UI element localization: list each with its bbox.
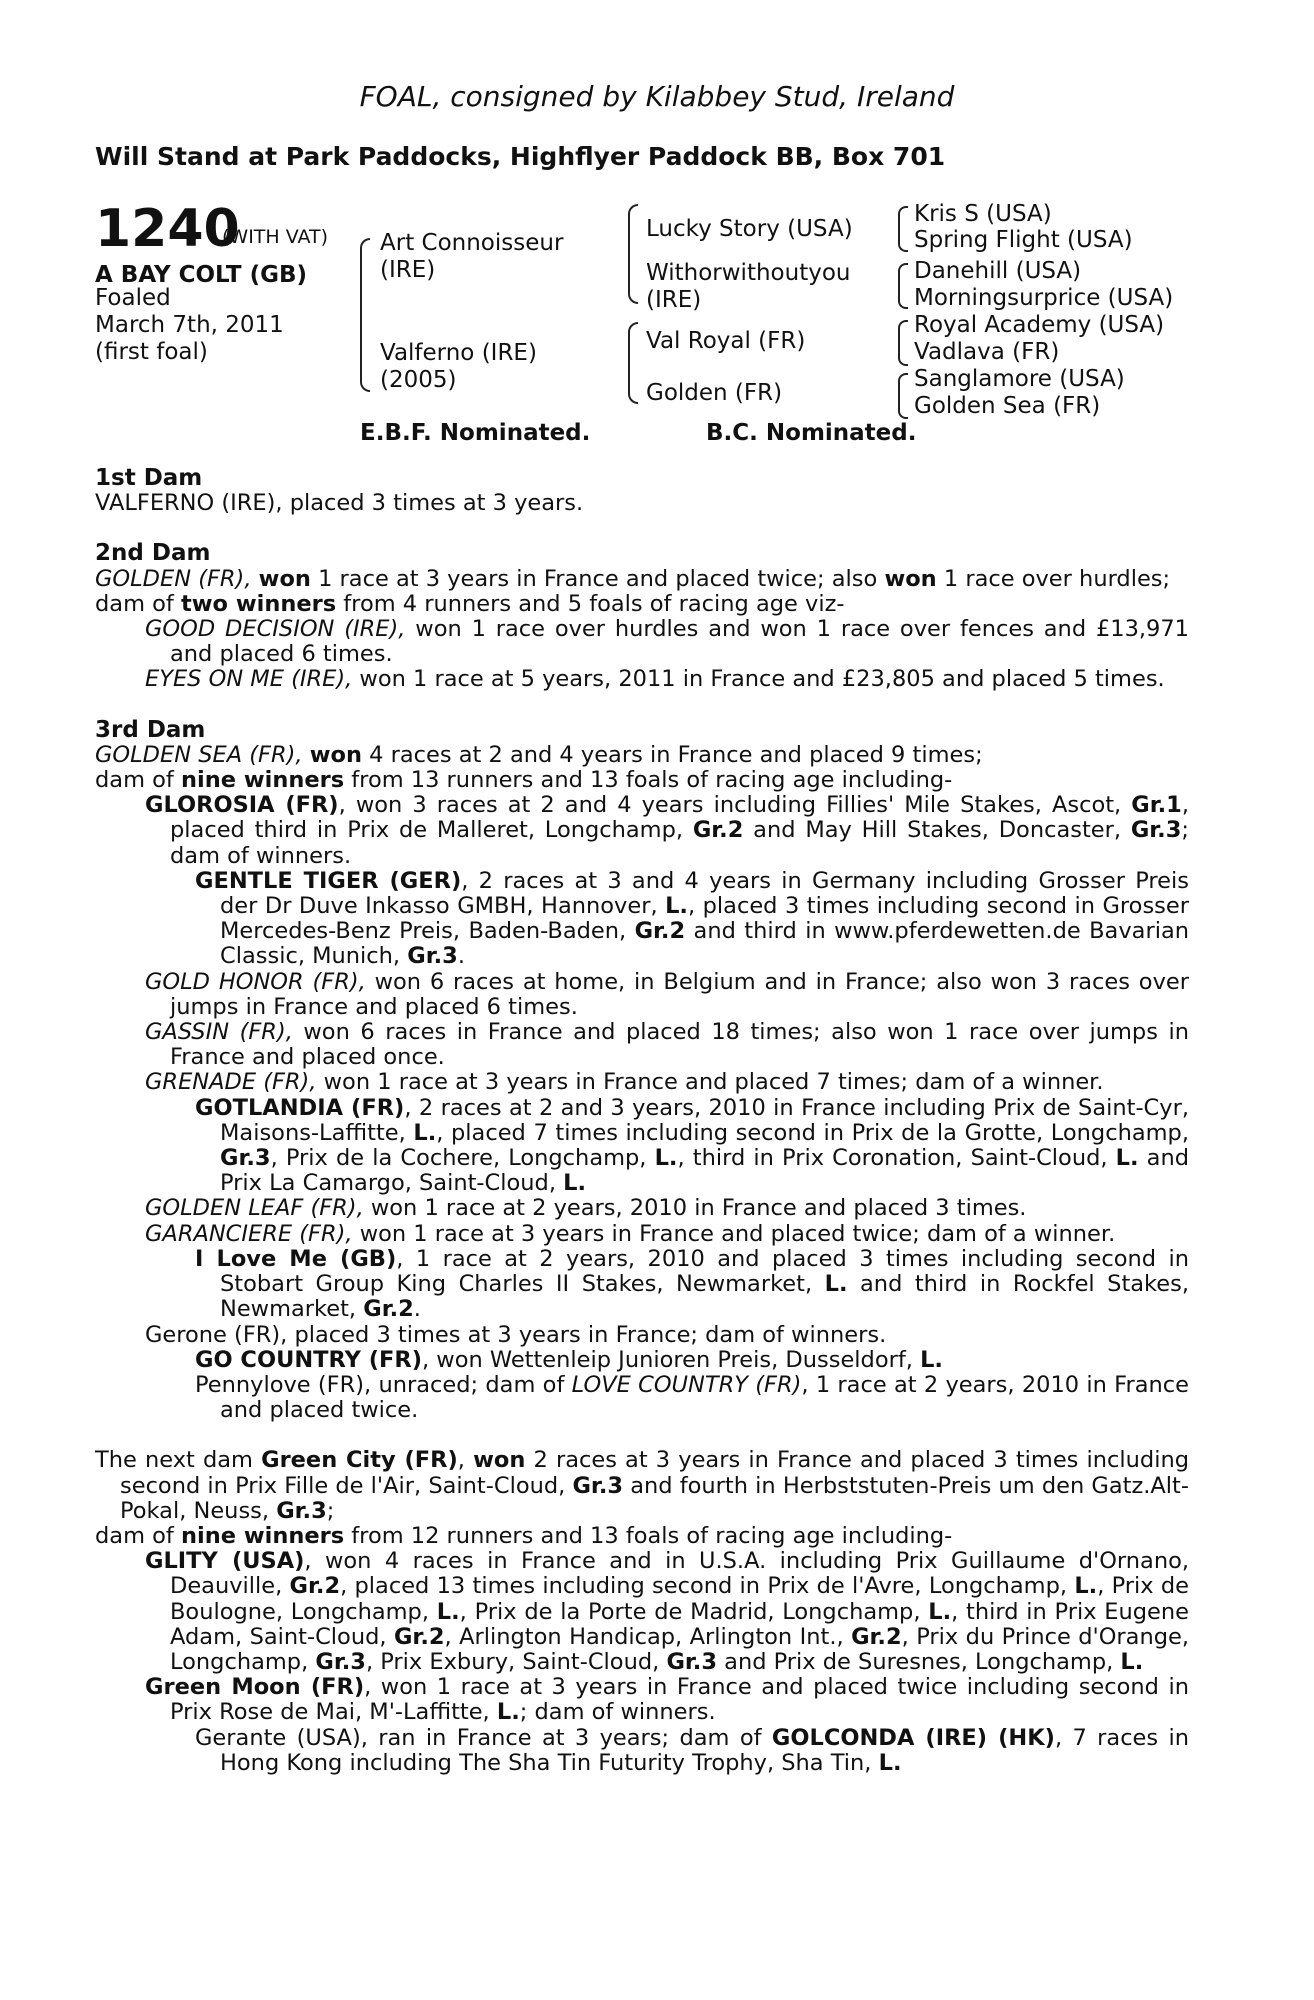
pedigree-brace-2a <box>628 204 638 304</box>
gen3-4: Morningsurprice (USA) <box>914 285 1174 311</box>
third-dam-produce-line: dam of nine winners from 13 runners and 13 foals of racing age including- <box>95 767 953 794</box>
vat-label: (WITH VAT) <box>222 226 329 248</box>
pedigree-notes <box>95 466 1189 1776</box>
second-dam-heading: 2nd Dam <box>95 540 211 567</box>
dam-year: (2005) <box>380 367 457 393</box>
offspring-entry: Green Moon (FR), won 1 race at 3 years in France and placed twice including second in Prix Rose de Mai, M'-Laffitte, L.; dam of winners. <box>145 1674 1189 1726</box>
pedigree-brace-3b <box>898 263 908 309</box>
sire-dam-name: Withorwithoutyou <box>646 260 851 286</box>
bc-nominated: B.C. Nominated. <box>706 420 917 446</box>
pedigree-brace-3d <box>898 373 908 419</box>
foaled-label: Foaled <box>95 285 171 311</box>
offspring-entry: Pennylove (FR), unraced; dam of LOVE COUNTRY (FR), 1 race at 2 years, 2010 in France and placed twice. <box>195 1371 1189 1424</box>
offspring-entry: GLOROSIA (FR), won 3 races at 2 and 4 years including Fillies' Mile Stakes, Ascot, Gr.1, placed third in Prix de Malleret, Longchamp, Gr.2 and May Hill Stakes, Doncaster, Gr.3; dam of winners. <box>145 792 1189 869</box>
next-dam-produce-line: dam of nine winners from 12 runners and 13 foals of racing age including- <box>95 1522 953 1549</box>
dam-dam: Golden (FR) <box>646 380 783 406</box>
offspring-entry: GOOD DECISION (IRE), won 1 race over hurdles and won 1 race over fences and £13,971 and placed 6 times. <box>145 616 1189 668</box>
ebf-nominated: E.B.F. Nominated. <box>360 420 591 446</box>
gen3-2: Spring Flight (USA) <box>914 227 1133 253</box>
pedigree-brace-1 <box>360 238 370 392</box>
pedigree-brace-3a <box>898 206 908 252</box>
sire-name: Art Connoisseur <box>380 230 564 256</box>
third-dam-text: GOLDEN SEA (FR), won 4 races at 2 and 4 years in France and placed 9 times; <box>95 741 983 768</box>
offspring-entry: Gerone (FR), placed 3 times at 3 years in France; dam of winners. <box>145 1321 887 1348</box>
offspring-entry: GLITY (USA), won 4 races in France and in U.S.A. including Prix Guillaume d'Ornano, Deauville, Gr.2, placed 13 times including second in Prix de l'Avre, Longchamp, L., Prix de Boulogne, Longchamp, L., Prix de la Porte de Madrid, Longchamp, L., third in Prix Eugene Adam, Saint-Cloud, Gr.2, Arlington Handicap, Arlington Int., Gr.2, Prix du Prince d'Orange, Longchamp, Gr.3, Prix Exbury, Saint-Cloud, Gr.3 and Prix de Suresnes, Longchamp, L. <box>145 1548 1190 1675</box>
offspring-entry: GOLDEN LEAF (FR), won 1 race at 2 years, 2010 in France and placed 3 times. <box>145 1195 1027 1222</box>
foal-order: (first foal) <box>95 339 208 365</box>
gen3-5: Royal Academy (USA) <box>914 312 1165 338</box>
pedigree-brace-3c <box>898 320 908 366</box>
offspring-entry: GENTLE TIGER (GER), 2 races at 3 and 4 years in Germany including Grosser Preis der Dr Duve Inkasso GMBH, Hannover, L., placed 3 times including second in Grosser Mercedes-Benz Preis, Baden-Baden, Gr.2 and third in www.pferdewetten.de Bavarian Classic, Munich, Gr.3. <box>195 867 1189 970</box>
offspring-entry: GOLD HONOR (FR), won 6 races at home, in Belgium and in France; also won 3 races over jumps in France and placed 6 times. <box>145 968 1189 1020</box>
offspring-entry: GO COUNTRY (FR), won Wettenleip Junioren Preis, Dusseldorf, L. <box>195 1346 943 1373</box>
lot-number: 1240 <box>95 199 240 259</box>
offspring-entry: I Love Me (GB), 1 race at 2 years, 2010 and placed 3 times including second in Stobart Group King Charles II Stakes, Newmarket, L. and third in Rockfel Stakes, Newmarket, Gr.2. <box>195 1245 1190 1323</box>
offspring-entry: Gerante (USA), ran in France at 3 years; dam of GOLCONDA (IRE) (HK), 7 races in Hong Kong including The Sha Tin Futurity Trophy, Sha Tin, L. <box>195 1724 1189 1776</box>
pedigree-brace-2b <box>628 322 638 404</box>
offspring-entry: GARANCIERE (FR), won 1 race at 3 years in France and placed twice; dam of a winner. <box>145 1220 1116 1247</box>
colt-title: A BAY COLT (GB) <box>95 262 308 288</box>
gen3-3: Danehill (USA) <box>914 258 1082 284</box>
first-dam-heading: 1st Dam <box>95 465 203 491</box>
gen3-1: Kris S (USA) <box>914 201 1052 227</box>
next-dam-text: The next dam Green City (FR), won 2 races at 3 years in France and placed 3 times including second in Prix Fille de l'Air, Saint-Cloud, Gr.3 and fourth in Herbststuten-Preis um den Gatz.Alt-Pokal, Neuss, Gr.3; <box>95 1447 1190 1524</box>
second-dam-text: GOLDEN (FR), won 1 race at 3 years in France and placed twice; also won 1 race over hurdles; <box>95 565 1171 592</box>
dam-sire: Val Royal (FR) <box>646 328 806 354</box>
offspring-entry: GRENADE (FR), won 1 race at 3 years in France and placed 7 times; dam of a winner. <box>145 1069 1104 1096</box>
consigned-by-line: FOAL, consigned by Kilabbey Stud, Ireland <box>359 80 955 113</box>
dam-name: Valferno (IRE) <box>380 340 537 366</box>
offspring-entry: GOTLANDIA (FR), 2 races at 2 and 3 years, 2010 in France including Prix de Saint-Cyr, Maisons-Laffitte, L., placed 7 times including second in Prix de la Grotte, Longchamp, Gr.3, Prix de la Cochere, Longchamp, L., third in Prix Coronation, Saint-Cloud, L. and Prix La Camargo, Saint-Cloud, L. <box>195 1094 1190 1197</box>
sire-country: (IRE) <box>380 257 436 283</box>
offspring-entry: GASSIN (FR), won 6 races in France and placed 18 times; also won 1 race over jumps in France and placed once. <box>145 1019 1189 1071</box>
third-dam-heading: 3rd Dam <box>95 716 206 743</box>
first-dam-text: VALFERNO (IRE), placed 3 times at 3 years. <box>95 490 584 517</box>
sire-sire: Lucky Story (USA) <box>646 216 853 242</box>
gen3-7: Sanglamore (USA) <box>914 366 1125 392</box>
gen3-8: Golden Sea (FR) <box>914 393 1101 419</box>
offspring-entry: EYES ON ME (IRE), won 1 race at 5 years, 2011 in France and £23,805 and placed 5 times. <box>145 666 1165 693</box>
sire-dam-country: (IRE) <box>646 287 702 313</box>
second-dam-produce-line: dam of two winners from 4 runners and 5 foals of racing age viz- <box>95 590 845 617</box>
gen3-6: Vadlava (FR) <box>914 339 1060 365</box>
foaled-date: March 7th, 2011 <box>95 312 284 338</box>
stand-location: Will Stand at Park Paddocks, Highflyer Paddock BB, Box 701 <box>95 142 946 171</box>
